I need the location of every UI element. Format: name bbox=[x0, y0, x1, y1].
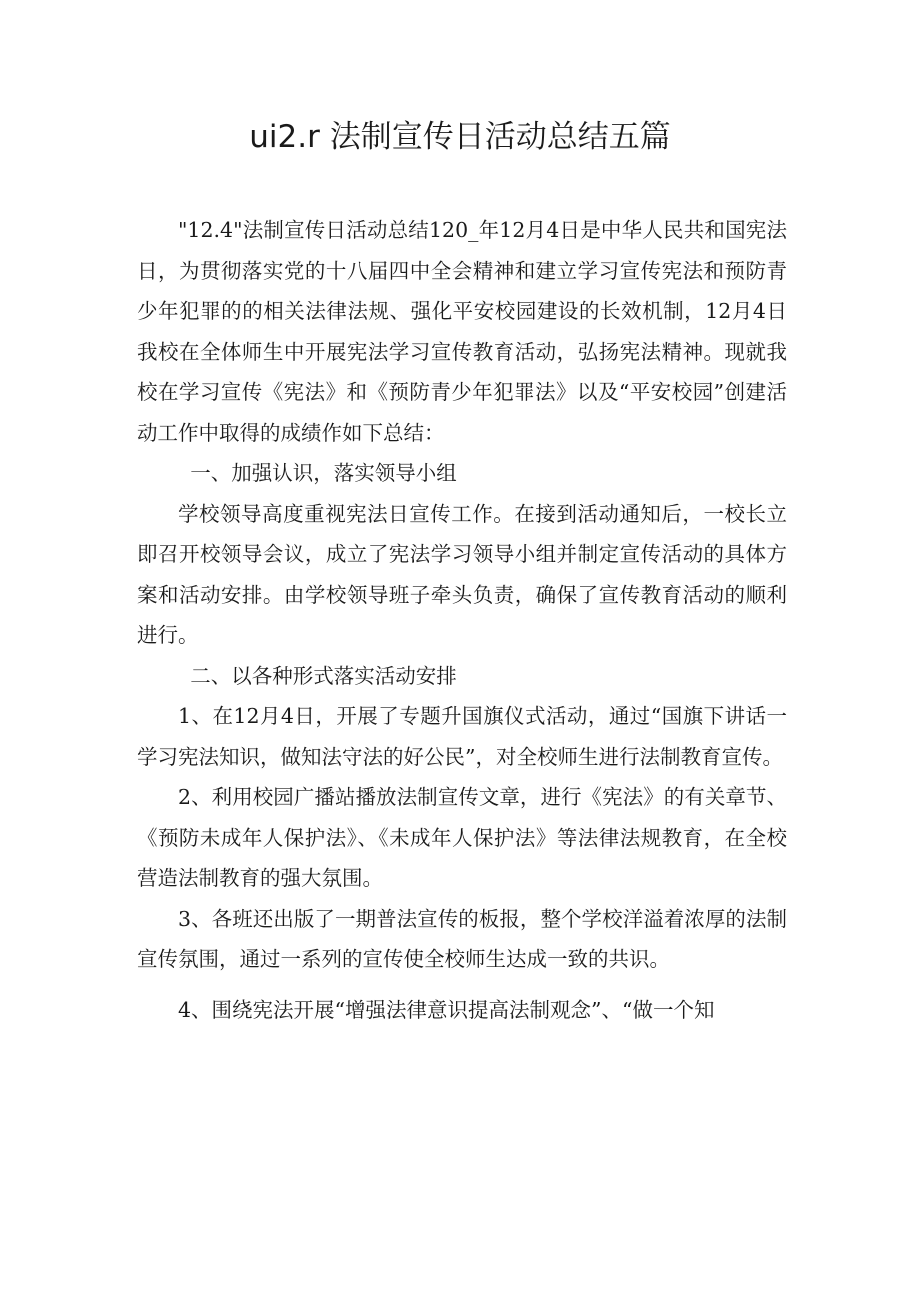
list-item-3: 3、各班还出版了一期普法宣传的板报，整个学校洋溢着浓厚的法制宣传氛围，通过一系列的宣传使全校师生达成一致的共识。 bbox=[137, 906, 787, 971]
list-item-1: 1、在12月4日，开展了专题升国旗仪式活动，通过“国旗下讲话一学习宪法知识，做知法守法的好公民”，对全校师生进行法制教育宣传。 bbox=[137, 704, 787, 769]
document-body bbox=[137, 210, 787, 1030]
list-item-2: 2、利用校园广播站播放法制宣传文章，进行《宪法》的有关章节、《预防未成年人保护法》、《未成年人保护法》等法律法规教育，在全校营造法制教育的强大氛围。 bbox=[137, 785, 787, 890]
document-title: ui2.r 法制宣传日活动总结五篇 bbox=[249, 119, 671, 155]
section-heading-2: 二、以各种形式落实活动安排 bbox=[190, 663, 457, 688]
section-1-paragraph: 学校领导高度重视宪法日宣传工作。在接到活动通知后，一校长立即召开校领导会议，成立了宪法学习领导小组并制定宣传活动的具体方案和活动安排。由学校领导班子牵头负责，确保了宣传教育活动的顺利进行。 bbox=[137, 501, 787, 647]
section-heading-1: 一、加强认识，落实领导小组 bbox=[190, 461, 457, 485]
list-item-4: 4、围绕宪法开展“增强法律意识提高法制观念”、“做一个知 bbox=[178, 997, 715, 1022]
intro-paragraph: "12.4"法制宣传日活动总结120_年12月4日是中华人民共和国宪法日，为贯彻落实党的十八届四中全会精神和建立学习宣传宪法和预防青少年犯罪的的相关法律法规、强化平安校园建设的长效机制，12月4日我校在全体师生中开展宪法学习宣传教育活动，弘扬宪法精神。现就我校在学习宣传《宪法》和《预防青少年犯罪法》以及“平安校园”创建活动工作中取得的成绩作如下总结： bbox=[137, 218, 787, 445]
